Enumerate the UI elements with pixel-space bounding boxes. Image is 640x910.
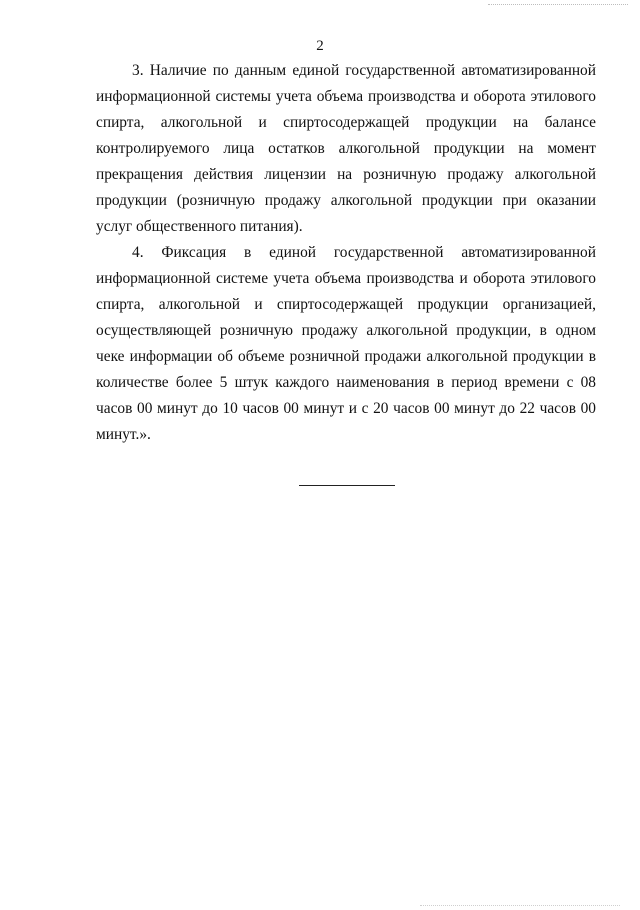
scan-artifact-top bbox=[488, 4, 628, 5]
page-number: 2 bbox=[316, 38, 324, 54]
document-body bbox=[96, 58, 596, 448]
scan-artifact-bottom bbox=[420, 905, 620, 906]
end-of-document-rule bbox=[299, 485, 395, 486]
paragraph-item-3: 3. Наличие по данным единой государственной автоматизированной информационной системы учета объема производства и оборота этилового спирта, алкогольной и спиртосодержащей продукции на балансе контролируемого лица остатков алкогольной продукции на момент прекращения действия лицензии на розничную продажу алкогольной продукции (розничную продажу алкогольной продукции при оказании услуг общественного питания). bbox=[96, 62, 596, 235]
paragraph-item-4: 4. Фиксация в единой государственной автоматизированной информационной системе учета объема производства и оборота этилового спирта, алкогольной и спиртосодержащей продукции организацией, осуществляющей розничную продажу алкогольной продукции, в одном чеке информации об объеме розничной продажи алкогольной продукции в количестве более 5 штук каждого наименования в период времени с 08 часов 00 минут до 10 часов 00 минут и с 20 часов 00 минут до 22 часов 00 минут.». bbox=[96, 244, 596, 443]
